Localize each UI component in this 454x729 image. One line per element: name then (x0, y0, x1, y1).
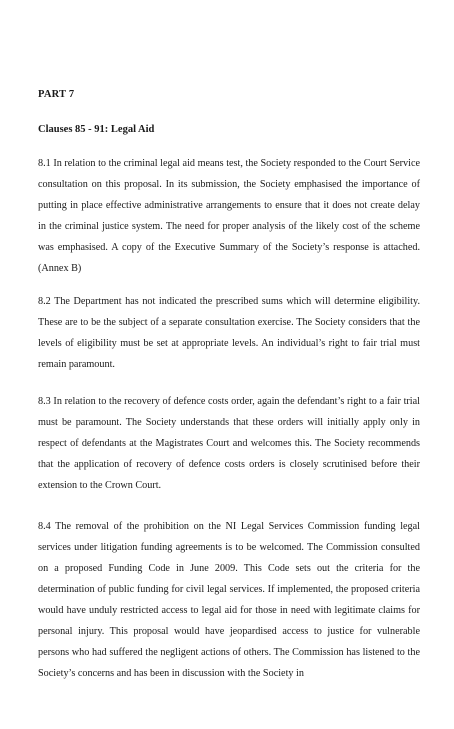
document-page (38, 0, 420, 729)
paragraph-8-4: 8.4 The removal of the prohibition on the NI Legal Services Commission funding legal services under litigation funding agreements is to be welcomed. The Commission consulted on a proposed Funding Code in June 2009. This Code sets out the criteria for the determination of public funding for civil legal services. If implemented, the proposed criteria would have unduly restricted access to legal aid for those in need with legitimate claims for personal injury. This proposal would have jeopardised access to justice for vulnerable persons who had suffered the negligent actions of others. The Commission has listened to the Society’s concerns and has been in discussion with the Society in (38, 521, 420, 679)
paragraph-8-2: 8.2 The Department has not indicated the prescribed sums which will determine eligibility. These are to be the subject of a separate consultation exercise. The Society considers that the levels of eligibility must be set at appropriate levels. An individual’s right to fair trial must remain paramount. (38, 296, 420, 370)
part-heading: PART 7 (38, 89, 75, 100)
paragraph-8-3: 8.3 In relation to the recovery of defence costs order, again the defendant’s right to a fair trial must be paramount. The Society understands that these orders will initially apply only in respect of defendants at the Magistrates Court and welcomes this. The Society recommends that the application of recovery of defence costs orders is closely scrutinised before their extension to the Crown Court. (38, 396, 420, 491)
paragraph-8-1: 8.1 In relation to the criminal legal aid means test, the Society responded to the Court Service consultation on this proposal. In its submission, the Society emphasised the importance of putting in place effective administrative arrangements to ensure that it does not create delay in the criminal justice system. The need for proper analysis of the likely cost of the scheme was emphasised. A copy of the Executive Summary of the Society’s response is attached. (Annex B) (38, 158, 420, 274)
section-heading: Clauses 85 - 91: Legal Aid (38, 124, 155, 135)
